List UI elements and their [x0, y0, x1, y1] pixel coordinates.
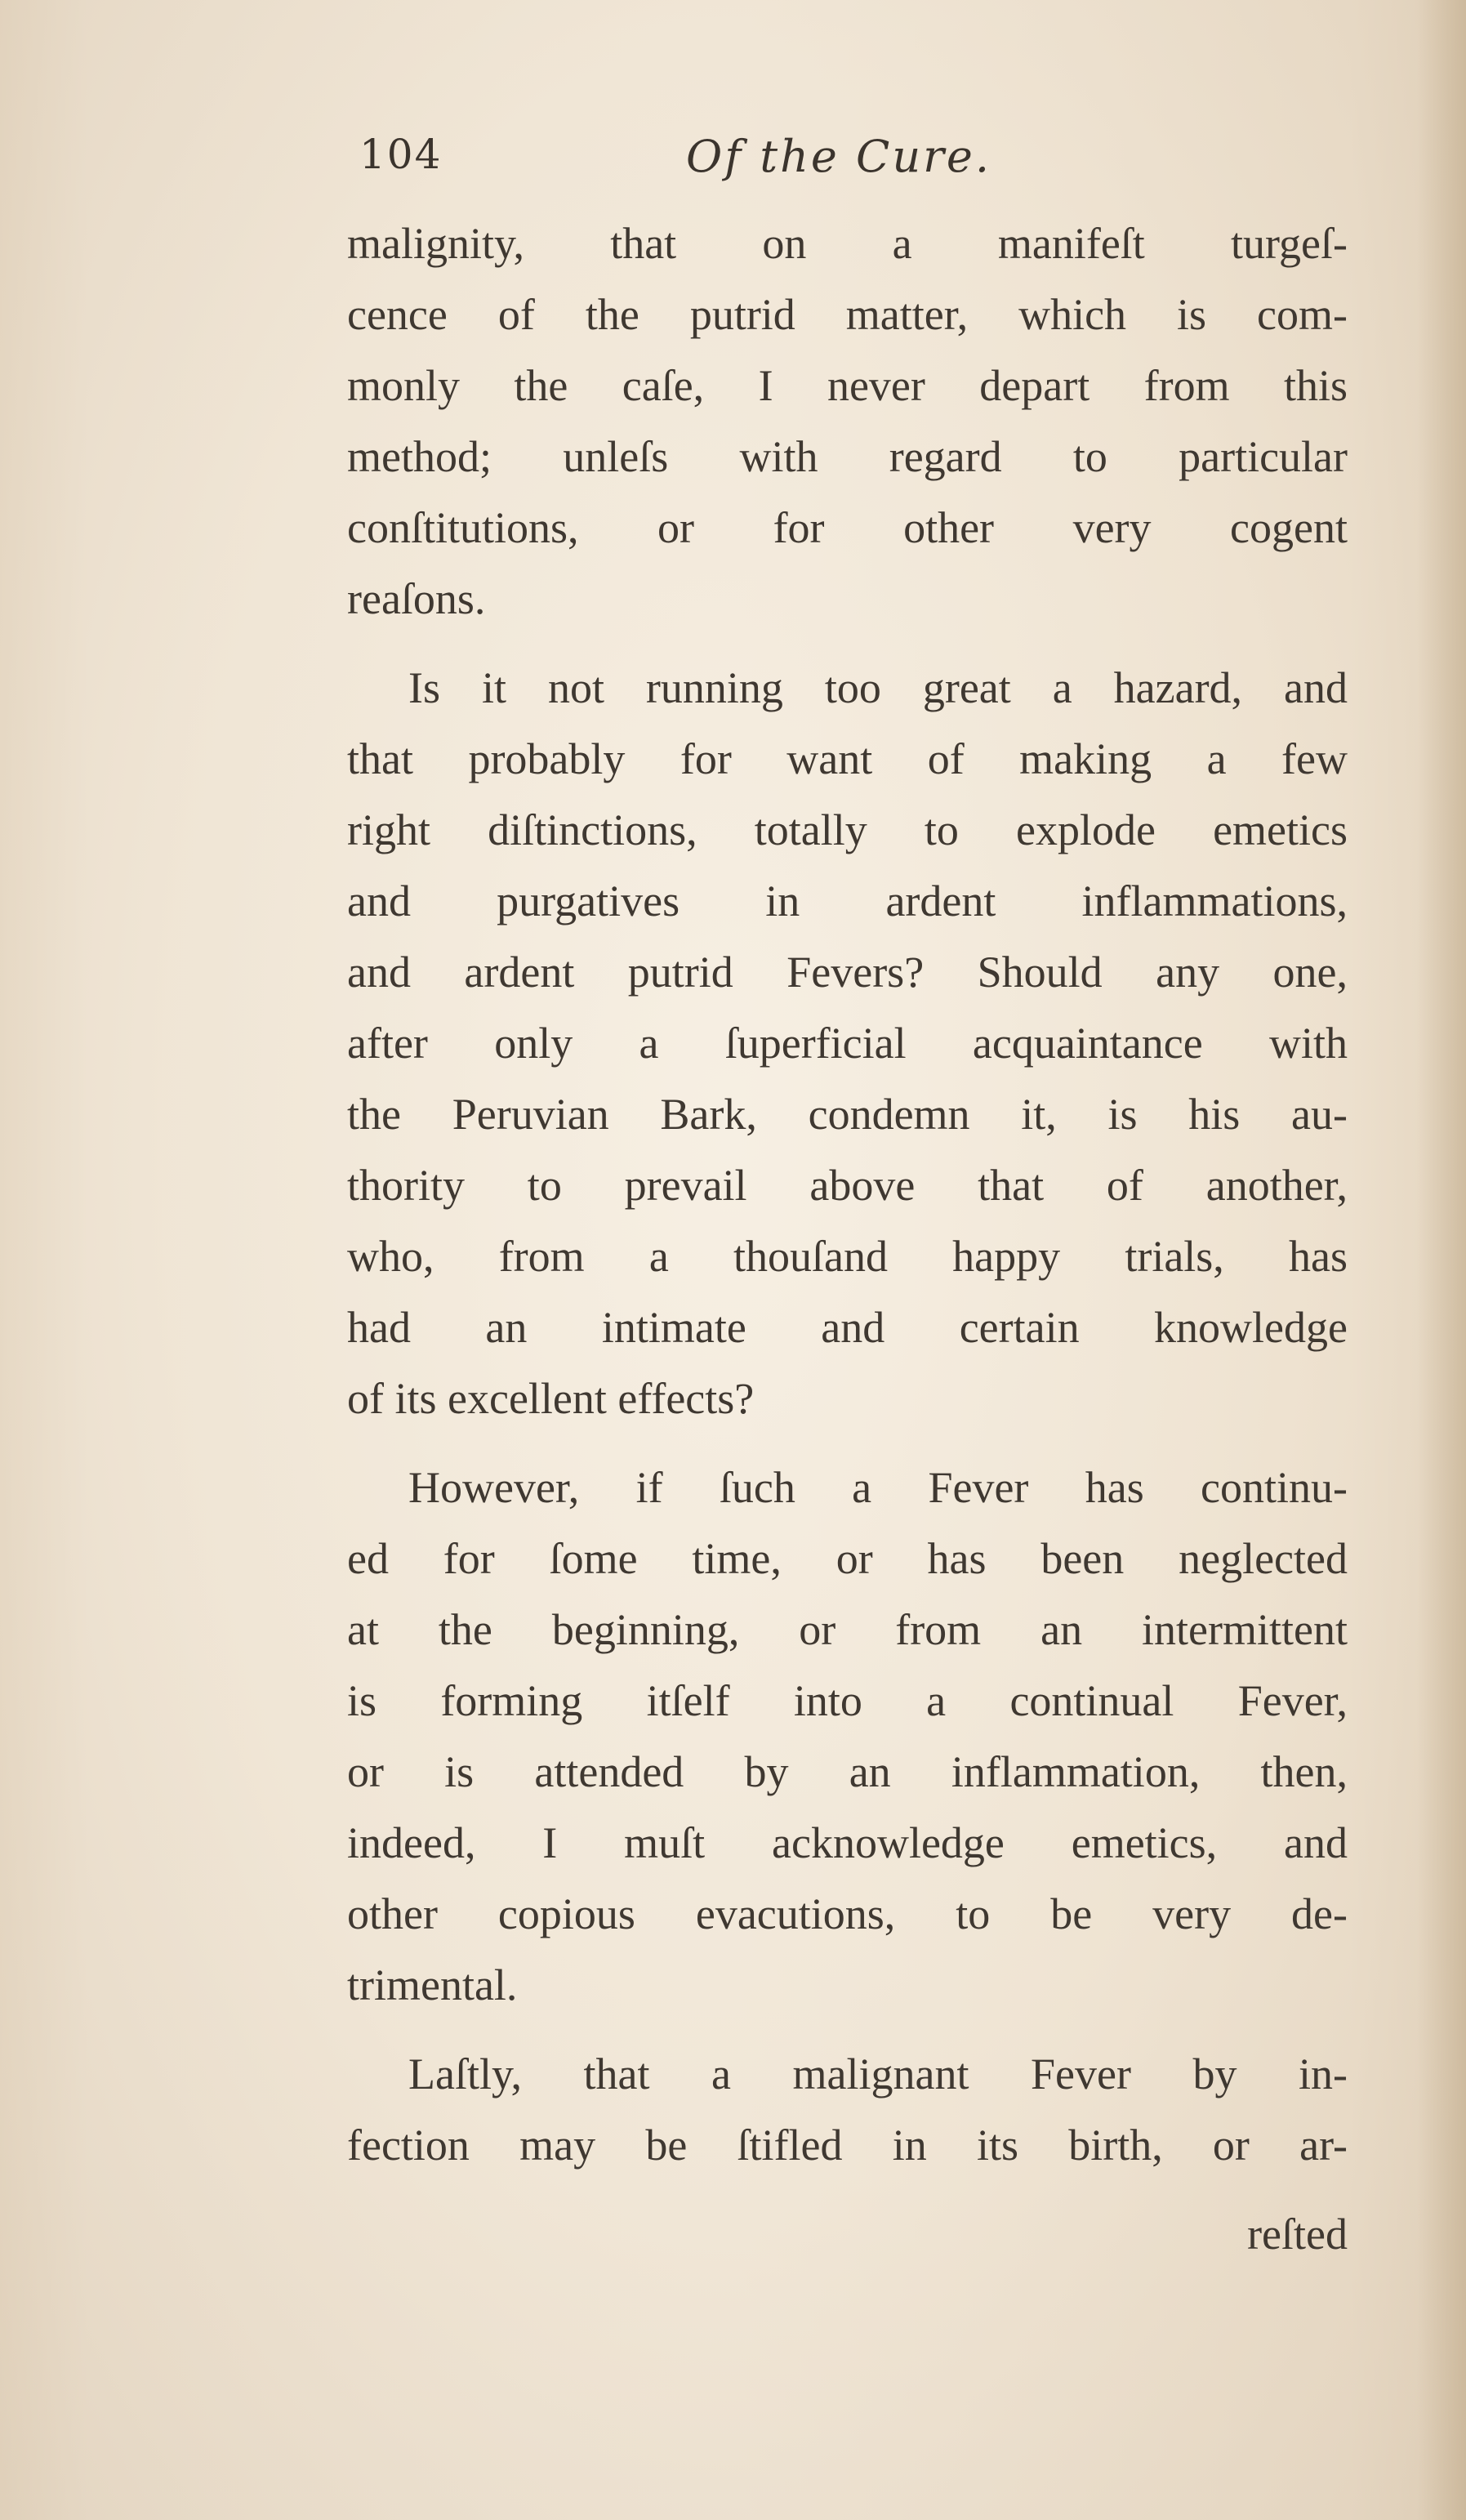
paragraph: [347, 208, 1348, 635]
text-line: trimental.: [347, 1960, 518, 2009]
running-head: [359, 131, 1339, 196]
text-line: method; unleſs with regard to particular: [347, 432, 1348, 481]
text-line: thority to prevail above that of another,: [347, 1161, 1348, 1210]
text-line: at the beginning, or from an intermittent: [347, 1605, 1348, 1654]
text-line: after only a ſuperficial acquaintance with: [347, 1019, 1348, 1068]
text-line: who, from a thouſand happy trials, has: [347, 1232, 1348, 1281]
text-line: fection may be ſtifled in its birth, or ar-: [347, 2121, 1348, 2170]
paragraph: [347, 2039, 1348, 2181]
paragraph: [347, 1452, 1348, 2021]
catchword: reſted: [1247, 2210, 1348, 2259]
text-line: other copious evacutions, to be very de-: [347, 1889, 1348, 1938]
text-line: malignity, that on a manifeſt turgeſ-: [347, 219, 1348, 268]
paragraph: [347, 653, 1348, 1434]
page-number: 104: [359, 131, 443, 178]
body-text: [347, 208, 1348, 2270]
text-line: of its excellent effects?: [347, 1374, 755, 1423]
text-line: and purgatives in ardent inflammations,: [347, 876, 1348, 925]
page-edge-shadow: [1417, 0, 1466, 2520]
text-line: conſtitutions, or for other very cogent: [347, 503, 1348, 552]
text-line: reaſons.: [347, 574, 486, 623]
text-line: Laſtly, that a malignant Fever by in-: [408, 2049, 1348, 2099]
text-line: or is attended by an inflammation, then,: [347, 1747, 1348, 1796]
text-line: the Peruvian Bark, condemn it, is his au-: [347, 1090, 1348, 1139]
text-line: right diſtinctions, totally to explode emetics: [347, 805, 1348, 854]
running-title: Of the Cure.: [686, 131, 992, 182]
text-line: Is it not running too great a hazard, and: [408, 663, 1348, 712]
text-line: indeed, I muſt acknowledge emetics, and: [347, 1818, 1348, 1867]
text-line: is forming itſelf into a continual Fever,: [347, 1676, 1348, 1725]
text-line: and ardent putrid Fevers? Should any one,: [347, 948, 1348, 997]
text-line: monly the caſe, I never depart from this: [347, 361, 1348, 410]
text-line: that probably for want of making a few: [347, 734, 1348, 783]
text-line: ed for ſome time, or has been neglected: [347, 1534, 1348, 1583]
text-line: cence of the putrid matter, which is com-: [347, 290, 1348, 339]
text-line: had an intimate and certain knowledge: [347, 1303, 1348, 1352]
text-line: However, if ſuch a Fever has continu-: [408, 1463, 1348, 1512]
